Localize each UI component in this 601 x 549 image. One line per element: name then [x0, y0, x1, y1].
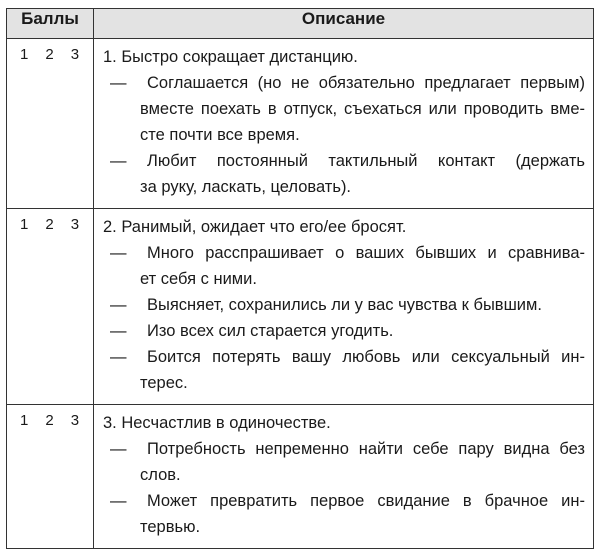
score-options [7, 405, 93, 429]
score-option[interactable]: 1 [20, 46, 29, 63]
dash: — [110, 244, 127, 262]
bullet-text: Выясняет, сохранились ли у вас чувства к бывшим. [147, 296, 542, 314]
bullet-text: за руку, ласкать, целовать). [140, 178, 352, 196]
score-option[interactable]: 2 [45, 46, 54, 63]
table-row [7, 209, 594, 405]
bullet-text: тервью. [140, 518, 201, 536]
bullet-text: ет себя с ними. [140, 270, 257, 288]
item-title: 3. Несчастлив в одиночестве. [103, 414, 331, 432]
score-option[interactable]: 3 [70, 412, 80, 429]
dash: — [110, 492, 127, 510]
bullet-item [103, 148, 585, 174]
dash: — [110, 440, 127, 458]
bullet-text: Много расспрашивает о ваших бывших и сравнива- [147, 244, 585, 262]
score-option[interactable]: 2 [45, 216, 54, 233]
bullet-text: сте почти все время. [140, 126, 300, 144]
bullet-text: вместе поехать в отпуск, съехаться или проводить вме- [140, 100, 585, 118]
bullet-item [103, 488, 585, 514]
score-option[interactable]: 1 [20, 412, 29, 429]
bullet-text: Изо всех сил старается угодить. [147, 322, 394, 340]
bullet-text: Любит постоянный тактильный контакт (держать [147, 152, 585, 170]
bullet-item [103, 292, 585, 318]
score-option[interactable]: 1 [20, 216, 29, 233]
dash: — [110, 296, 127, 314]
header-scores: Баллы [7, 9, 94, 39]
dash: — [110, 152, 127, 170]
score-option[interactable]: 2 [45, 412, 54, 429]
score-options [7, 39, 93, 63]
bullet-text: Потребность непременно найти себе пару видна без [147, 440, 585, 458]
score-option[interactable]: 3 [70, 46, 80, 63]
scoring-table [6, 8, 594, 549]
bullet-item [103, 344, 585, 370]
bullet-item [103, 318, 585, 344]
table-row [7, 39, 594, 209]
table-row [7, 405, 594, 549]
item-title: 1. Быстро сокращает дистанцию. [103, 48, 358, 66]
dash: — [110, 322, 127, 340]
bullet-item [103, 70, 585, 96]
item-title: 2. Ранимый, ожидает что его/ее бросят. [103, 218, 407, 236]
header-description: Описание [94, 9, 594, 39]
bullet-item [103, 436, 585, 462]
score-options [7, 209, 93, 233]
bullet-text: Соглашается (но не обязательно предлагает первым) [147, 74, 585, 92]
dash: — [110, 74, 127, 92]
bullet-text: Боится потерять вашу любовь или сексуальный ин- [147, 348, 585, 366]
bullet-text: Может превратить первое свидание в брачное ин- [147, 492, 585, 510]
dash: — [110, 348, 127, 366]
score-option[interactable]: 3 [70, 216, 80, 233]
bullet-text: терес. [140, 374, 188, 392]
bullet-item [103, 240, 585, 266]
bullet-text: слов. [140, 466, 181, 484]
